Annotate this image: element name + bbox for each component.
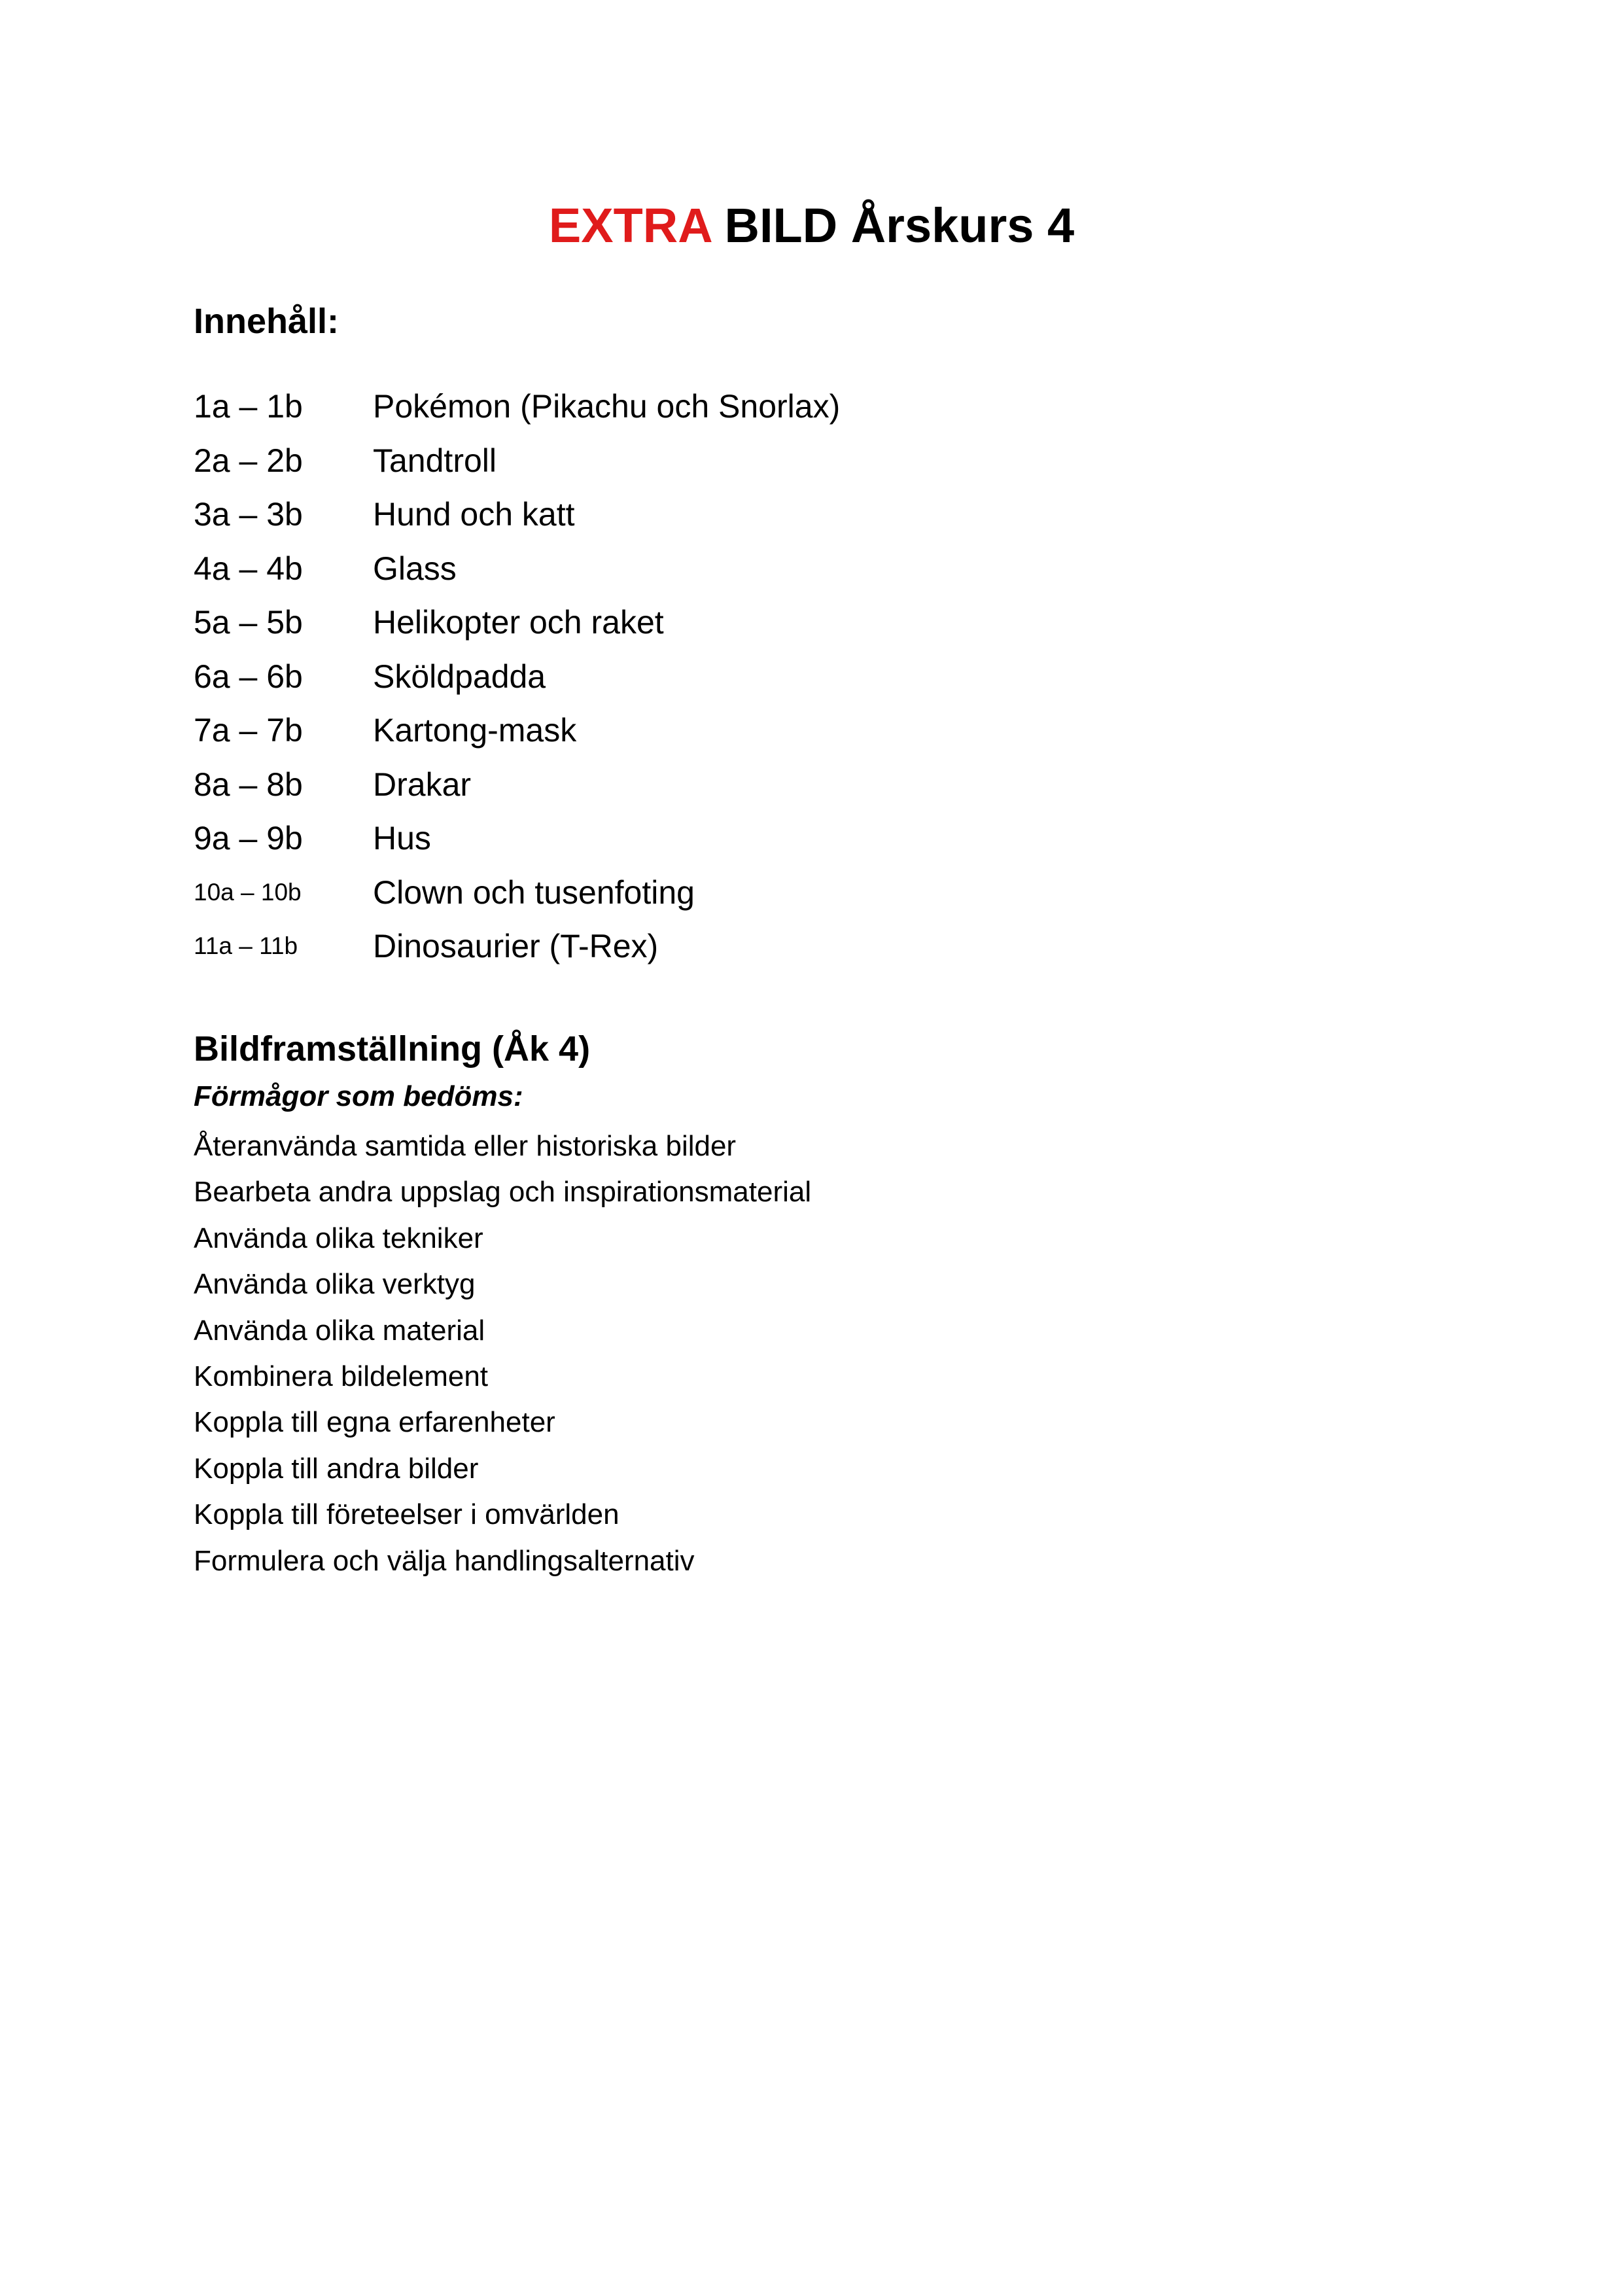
contents-row-code: 1a – 1b xyxy=(194,388,303,425)
page-title xyxy=(0,196,1623,255)
abilities-subheading: Förmågor som bedöms: xyxy=(194,1080,523,1112)
contents-row-title: Glass xyxy=(373,550,457,587)
contents-row-code: 8a – 8b xyxy=(194,766,303,803)
ability-item: Kombinera bildelement xyxy=(194,1360,489,1392)
ability-item: Koppla till egna erfarenheter xyxy=(194,1406,555,1439)
ability-item: Använda olika material xyxy=(194,1314,485,1347)
contents-row xyxy=(194,380,1502,434)
contents-row xyxy=(194,595,1502,650)
contents-row-title: Helikopter och raket xyxy=(373,604,664,641)
contents-row xyxy=(194,542,1502,596)
contents-row-code: 11a – 11b xyxy=(194,932,298,960)
abilities-list xyxy=(194,1123,811,1584)
contents-row-code: 4a – 4b xyxy=(194,550,303,587)
bildframstallning-heading: Bildframställning (Åk 4) xyxy=(194,1029,591,1069)
ability-item: Formulera och välja handlingsalternativ xyxy=(194,1544,695,1577)
contents-row-title: Tandtroll xyxy=(373,442,497,479)
title-main-text: BILD Årskurs 4 xyxy=(724,198,1075,253)
ability-item: Bearbeta andra uppslag och inspirationsmaterial xyxy=(194,1176,812,1209)
contents-row xyxy=(194,919,1502,974)
contents-row-title: Pokémon (Pikachu och Snorlax) xyxy=(373,388,841,425)
contents-row-title: Dinosaurier (T-Rex) xyxy=(373,928,659,965)
contents-row-code: 10a – 10b xyxy=(194,878,302,906)
title-accent-word: EXTRA xyxy=(548,198,711,253)
ability-item: Koppla till företeelser i omvärlden xyxy=(194,1498,620,1531)
contents-row-title: Hund och katt xyxy=(373,496,575,533)
contents-row xyxy=(194,434,1502,488)
contents-row xyxy=(194,487,1502,542)
contents-row-title: Hus xyxy=(373,820,431,857)
ability-item: Använda olika tekniker xyxy=(194,1222,483,1254)
ability-item: Återanvända samtida eller historiska bilder xyxy=(194,1130,737,1162)
contents-row-code: 7a – 7b xyxy=(194,712,303,749)
contents-row xyxy=(194,650,1502,704)
contents-row xyxy=(194,758,1502,812)
contents-row-title: Kartong-mask xyxy=(373,712,577,749)
contents-row-code: 5a – 5b xyxy=(194,604,303,641)
contents-row xyxy=(194,866,1502,920)
contents-heading: Innehåll: xyxy=(194,302,340,341)
contents-row-code: 6a – 6b xyxy=(194,658,303,695)
contents-row-code: 3a – 3b xyxy=(194,496,303,533)
ability-item: Koppla till andra bilder xyxy=(194,1452,479,1485)
contents-list xyxy=(194,380,1502,974)
contents-row-code: 2a – 2b xyxy=(194,442,303,479)
contents-row-title: Clown och tusenfoting xyxy=(373,874,695,911)
contents-row-title: Drakar xyxy=(373,766,472,803)
ability-item: Använda olika verktyg xyxy=(194,1268,476,1301)
contents-row-title: Sköldpadda xyxy=(373,658,546,695)
contents-row-code: 9a – 9b xyxy=(194,820,303,857)
contents-row xyxy=(194,703,1502,758)
contents-row xyxy=(194,811,1502,866)
